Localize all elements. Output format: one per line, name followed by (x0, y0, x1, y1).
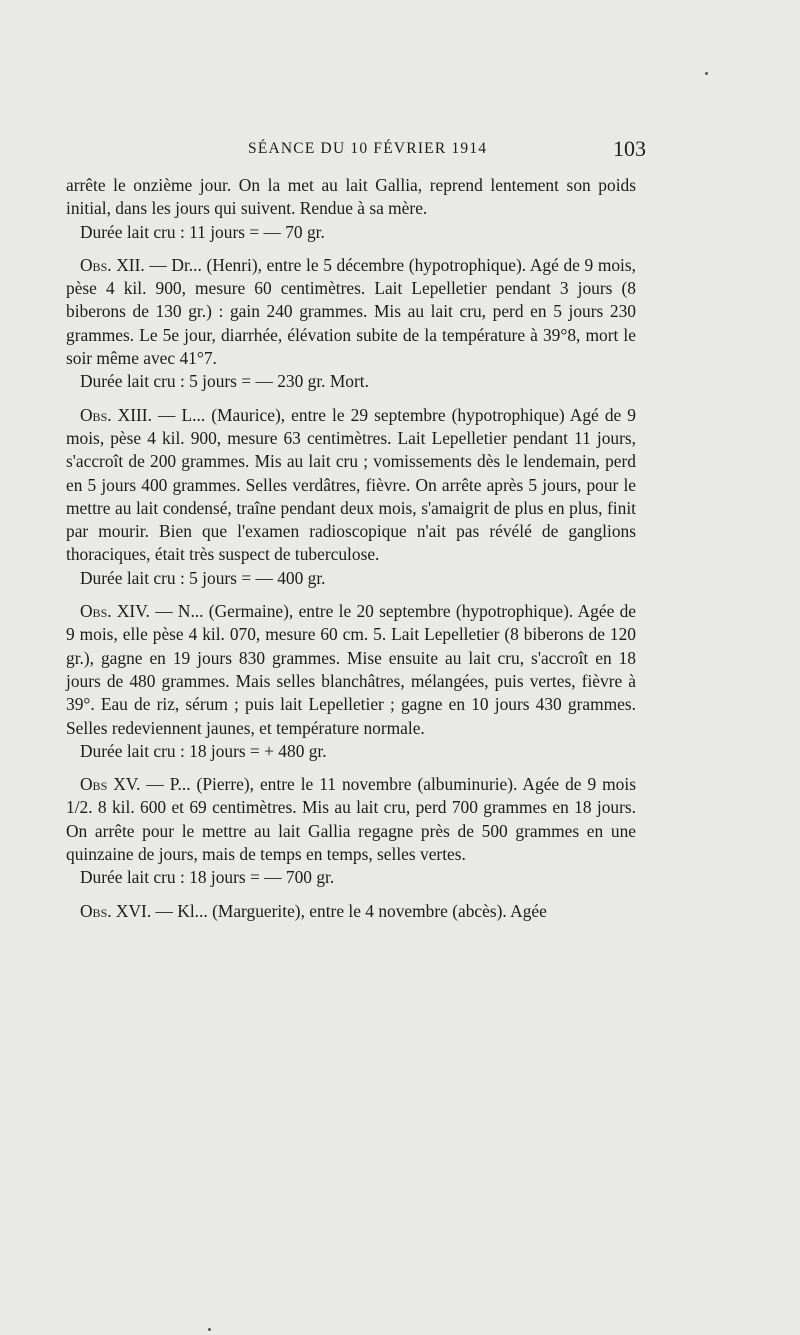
body-text (66, 174, 636, 923)
observation-label: Obs. XIII. (80, 404, 152, 425)
observation-text: — Kl... (Marguerite), entre le 4 novembre (abcès). Agée (151, 900, 547, 921)
observation-15 (66, 773, 636, 866)
observation-text: — P... (Pierre), entre le 11 novembre (albuminurie). Agée de 9 mois 1/2. 8 kil. 600 et 69 centimètres. Mis au lait cru, perd 700 grammes en 18 jours. On arrête pour le mettre au lait Gallia regagne près de 500 grammes en une quinzaine de jours, mais de temps en temps, selles vertes. (66, 774, 636, 865)
observation-14 (66, 600, 636, 740)
observation-label: Obs. XII. (80, 254, 145, 275)
duration-line: Durée lait cru : 18 jours = — 700 gr. (80, 867, 335, 888)
observation-13 (66, 404, 636, 567)
paragraph-intro: arrête le onzième jour. On la met au lait Gallia, reprend lentement son poids initial, dans les jours qui suivent. Rendue à sa mère. (66, 175, 636, 219)
page-number: 103 (613, 136, 646, 161)
observation-16 (66, 900, 636, 923)
observation-label: Obs XV. (80, 774, 141, 795)
duration-line: Durée lait cru : 11 jours = — 70 gr. (80, 221, 325, 242)
paper-speck (208, 1328, 211, 1331)
observation-text: — L... (Maurice), entre le 29 septembre (hypotrophique) Agé de 9 mois, pèse 4 kil. 900, mesure 63 centimètres. Lait Lepelletier pendant 11 jours, s'accroît de 200 grammes. Mis au lait cru ; vomissements dès le lendemain, perd en 5 jours 400 grammes. Selles verdâtres, fièvre. On arrête après 5 jours, pour le mettre au lait condensé, traîne pendant deux mois, s'amaigrit de plus en plus, finit par mourir. Bien que l'examen radioscopique n'ait pas révélé de ganglions thoraciques, était très suspect de tuberculose. (66, 404, 637, 565)
duration-line: Durée lait cru : 18 jours = + 480 gr. (80, 740, 327, 761)
duration-line: Durée lait cru : 5 jours = — 230 gr. Mort. (80, 371, 369, 392)
observation-label: Obs. XIV. (80, 601, 150, 622)
page-header (80, 136, 646, 166)
duration-line: Durée lait cru : 5 jours = — 400 gr. (80, 567, 326, 588)
observation-12 (66, 254, 636, 370)
observation-text: — N... (Germaine), entre le 20 septembre (hypotrophique). Agée de 9 mois, elle pèse 4 kil. 070, mesure 60 cm. 5. Lait Lepelletier (8 biberons de 120 gr.), gagne en 19 jours 830 grammes. Mise ensuite au lait cru, s'accroît en 18 jours de 480 grammes. Mais selles blanchâtres, mélangées, puis vertes, fièvre à 39°. Eau de riz, sérum ; puis lait Lepelletier ; gagne en 10 jours 430 grammes. Selles redeviennent jaunes, et température normale. (66, 601, 636, 738)
observation-label: Obs. XVI. (80, 900, 152, 921)
observation-text: — Dr... (Henri), entre le 5 décembre (hypotrophique). Agé de 9 mois, pèse 4 kil. 900, mesure 60 centimètres. Lait Lepelletier pendant 3 jours (8 biberons de 130 gr.) : gain 240 grammes. Mis au lait cru, perd en 5 jours 230 grammes. Le 5e jour, diarrhée, élévation subite de la température à 39°8, mort le soir même avec 41°7. (66, 254, 636, 369)
paper-speck (705, 72, 708, 75)
running-title: SÉANCE DU 10 FÉVRIER 1914 (248, 140, 488, 157)
